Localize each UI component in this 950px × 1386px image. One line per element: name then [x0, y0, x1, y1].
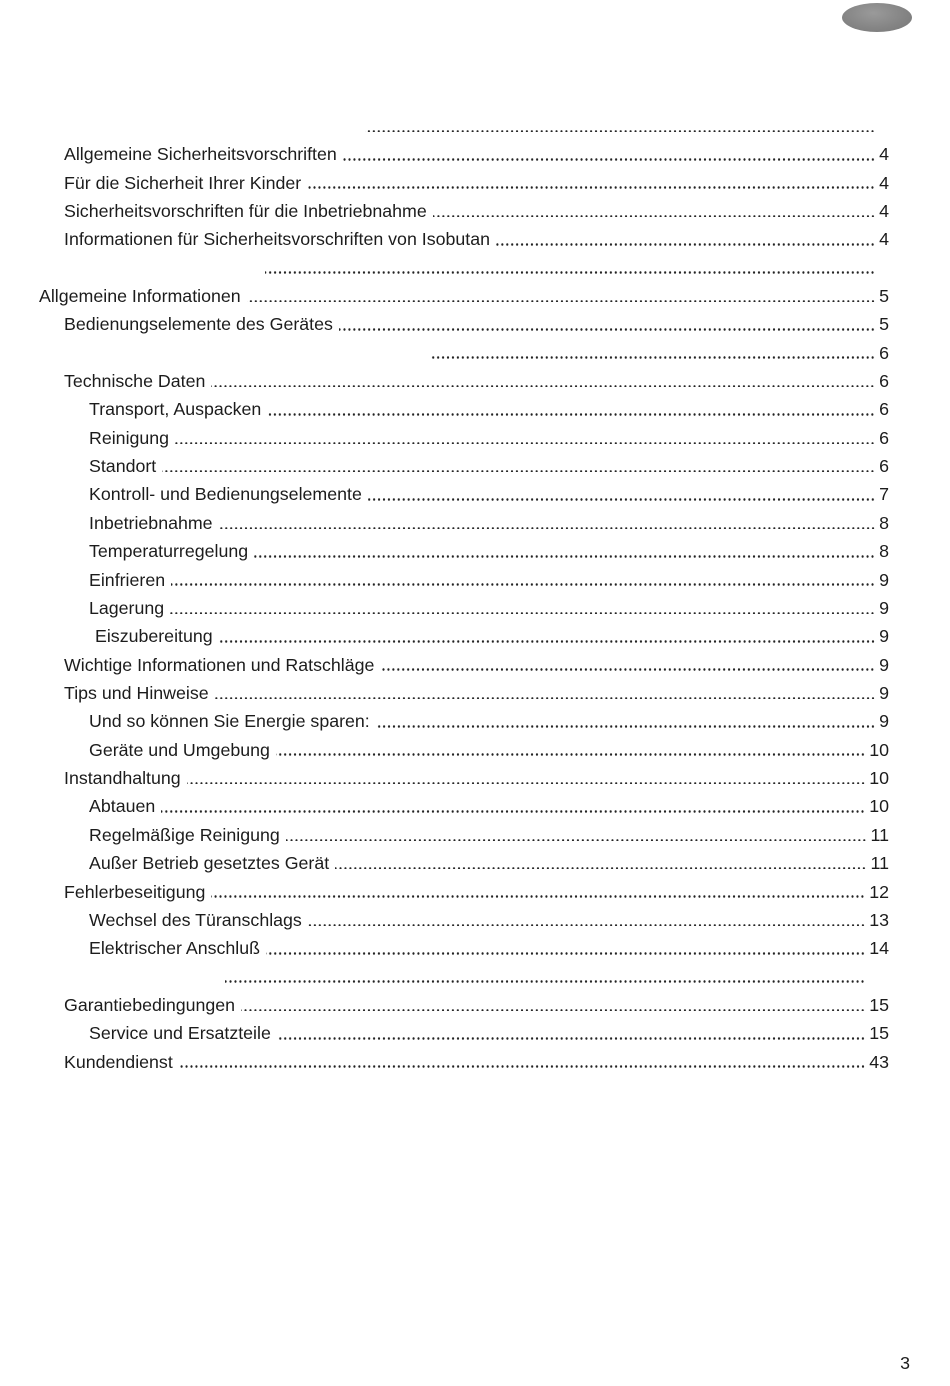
- toc-entry: [0, 509, 889, 537]
- dot-leader: [286, 839, 867, 842]
- toc-entry-title: Elektrischer Anschluß: [89, 938, 260, 959]
- toc-entry: [0, 849, 889, 877]
- toc-entry: [0, 1019, 889, 1047]
- dot-leader: [433, 215, 875, 218]
- dot-leader: [339, 328, 875, 331]
- toc-entry-page: 6: [879, 427, 889, 448]
- dot-leader: [247, 300, 875, 303]
- toc-entry-title: Garantiebedingungen: [64, 994, 236, 1015]
- toc-entry-page: 13: [869, 909, 889, 930]
- toc-entry-title: Kontroll- und Bedienungselemente: [89, 484, 362, 505]
- toc-entry-page: 8: [879, 541, 889, 562]
- dot-leader: [219, 640, 875, 643]
- toc-entry-title: Lagerung: [89, 597, 165, 618]
- toc-entry-page: 9: [879, 597, 889, 618]
- toc-entry: [0, 707, 889, 735]
- toc-entry-page: 10: [869, 768, 889, 789]
- toc-entry: [0, 1048, 889, 1076]
- toc-entry: [0, 537, 889, 565]
- toc-entry-title: Technische Daten: [64, 371, 206, 392]
- toc-leader-row: [0, 963, 889, 991]
- toc-entry-page: 4: [879, 200, 889, 221]
- toc-entry-title: Und so können Sie Energie sparen:: [89, 711, 370, 732]
- toc-entry-page: 43: [869, 1051, 889, 1072]
- toc-entry: [0, 792, 889, 820]
- toc-entry-page: 9: [879, 711, 889, 732]
- toc-entry: [0, 169, 889, 197]
- toc-entry-title: Fehlerbeseitigung: [64, 881, 206, 902]
- toc-entry: [0, 367, 889, 395]
- toc-entry-page: 4: [879, 229, 889, 250]
- toc-entry-title: Informationen für Sicherheitsvorschriften von Isobutan: [64, 229, 490, 250]
- toc-entry: [0, 339, 889, 367]
- toc-entry: [0, 197, 889, 225]
- toc-entry: [0, 934, 889, 962]
- toc-entry-page: 15: [869, 1023, 889, 1044]
- toc-entry-title: Sicherheitsvorschriften für die Inbetriebnahme: [64, 200, 427, 221]
- dot-leader: [365, 130, 875, 133]
- dot-leader: [161, 810, 865, 813]
- toc-entry-title: Geräte und Umgebung: [89, 739, 270, 760]
- toc-entry: [0, 225, 889, 253]
- toc-entry-page: 10: [869, 739, 889, 760]
- dot-leader: [276, 753, 865, 756]
- toc-entry-title: Kundendienst: [64, 1051, 173, 1072]
- toc-entry: [0, 736, 889, 764]
- toc-entry-title: Transport, Auspacken: [89, 399, 262, 420]
- toc-entry-page: 12: [869, 881, 889, 902]
- toc-entry: [0, 906, 889, 934]
- toc-leader-row: [0, 254, 889, 282]
- toc-entry-page: 15: [869, 994, 889, 1015]
- toc-entry-page: 6: [879, 371, 889, 392]
- toc-entry-page: 4: [879, 172, 889, 193]
- toc-entry-page: 6: [879, 342, 889, 363]
- toc-entry: [0, 878, 889, 906]
- toc-entry-page: 6: [879, 456, 889, 477]
- toc-entry-page: 9: [879, 626, 889, 647]
- toc-entry-title: Temperaturregelung: [89, 541, 249, 562]
- dot-leader: [241, 1009, 865, 1012]
- toc-entry: [0, 566, 889, 594]
- toc-entry-title: Instandhaltung: [64, 768, 181, 789]
- dot-leader: [215, 697, 875, 700]
- toc-entry-title: Außer Betrieb gesetztes Gerät: [89, 853, 330, 874]
- dot-leader: [368, 498, 875, 501]
- toc-entry-page: 11: [870, 824, 889, 845]
- dot-leader: [187, 782, 866, 785]
- toc-entry-page: 5: [879, 314, 889, 335]
- dot-leader: [376, 725, 875, 728]
- toc-entry-title: Standort: [89, 456, 157, 477]
- toc-entry-page: 10: [869, 796, 889, 817]
- toc-entry-title: Reinigung: [89, 427, 170, 448]
- toc-entry-title: Allgemeine Informationen: [39, 285, 241, 306]
- toc-entry: [0, 594, 889, 622]
- toc-entry-title: Tips und Hinweise: [64, 682, 209, 703]
- toc-entry-page: 14: [869, 938, 889, 959]
- toc-entry: [0, 679, 889, 707]
- dot-leader: [170, 612, 875, 615]
- toc-entry-title: Allgemeine Sicherheitsvorschriften: [64, 144, 337, 165]
- dot-leader: [380, 668, 875, 671]
- toc-entry-title: Einfrieren: [89, 569, 166, 590]
- toc-entry-page: 6: [879, 399, 889, 420]
- dot-leader: [267, 413, 875, 416]
- toc-entry-title: Service und Ersatzteile: [89, 1023, 271, 1044]
- dot-leader: [265, 271, 875, 274]
- toc-leader-row: [0, 112, 889, 140]
- toc-entry-page: 9: [879, 569, 889, 590]
- toc-entry-page: 4: [879, 144, 889, 165]
- toc-entry: [0, 310, 889, 338]
- page-number: 3: [900, 1353, 910, 1373]
- toc-entry: [0, 452, 889, 480]
- dot-leader: [254, 555, 875, 558]
- dot-leader: [219, 527, 876, 530]
- dot-leader: [211, 895, 865, 898]
- toc-entry-title: Inbetriebnahme: [89, 512, 213, 533]
- dot-leader: [171, 583, 875, 586]
- toc-entry-page: 7: [879, 484, 889, 505]
- dot-leader: [308, 924, 865, 927]
- dot-leader: [496, 243, 875, 246]
- dot-leader: [266, 952, 865, 955]
- dot-leader: [277, 1037, 865, 1040]
- toc-entry: [0, 651, 889, 679]
- table-of-contents: [0, 112, 889, 1076]
- toc-entry-title: Wichtige Informationen und Ratschläge: [64, 654, 375, 675]
- toc-entry-page: 8: [879, 512, 889, 533]
- toc-entry: [0, 282, 889, 310]
- toc-entry-page: 11: [870, 853, 889, 874]
- toc-entry: [0, 480, 889, 508]
- dot-leader: [162, 470, 875, 473]
- dot-leader: [343, 158, 875, 161]
- toc-entry: [0, 424, 889, 452]
- toc-entry-title: Wechsel des Türanschlags: [89, 909, 302, 930]
- toc-entry-page: 9: [879, 682, 889, 703]
- toc-entry: [0, 764, 889, 792]
- toc-entry: [0, 991, 889, 1019]
- dot-leader: [179, 1065, 865, 1068]
- dot-leader: [225, 980, 865, 983]
- toc-entry-title: Abtauen: [89, 796, 156, 817]
- dot-leader: [175, 442, 875, 445]
- toc-entry-title: Regelmäßige Reinigung: [89, 824, 280, 845]
- dot-leader: [211, 385, 875, 388]
- toc-entry-page: 9: [879, 654, 889, 675]
- toc-entry-title: Bedienungselemente des Gerätes: [64, 314, 333, 335]
- toc-entry-title: Eiszubereitung: [95, 626, 213, 647]
- language-tab-marker: [842, 3, 912, 32]
- dot-leader: [430, 356, 875, 359]
- toc-entry-page: 5: [879, 285, 889, 306]
- toc-entry-title: Für die Sicherheit Ihrer Kinder: [64, 172, 302, 193]
- toc-entry: [0, 622, 889, 650]
- dot-leader: [335, 867, 866, 870]
- toc-entry: [0, 395, 889, 423]
- toc-entry: [0, 821, 889, 849]
- dot-leader: [307, 186, 875, 189]
- toc-entry: [0, 140, 889, 168]
